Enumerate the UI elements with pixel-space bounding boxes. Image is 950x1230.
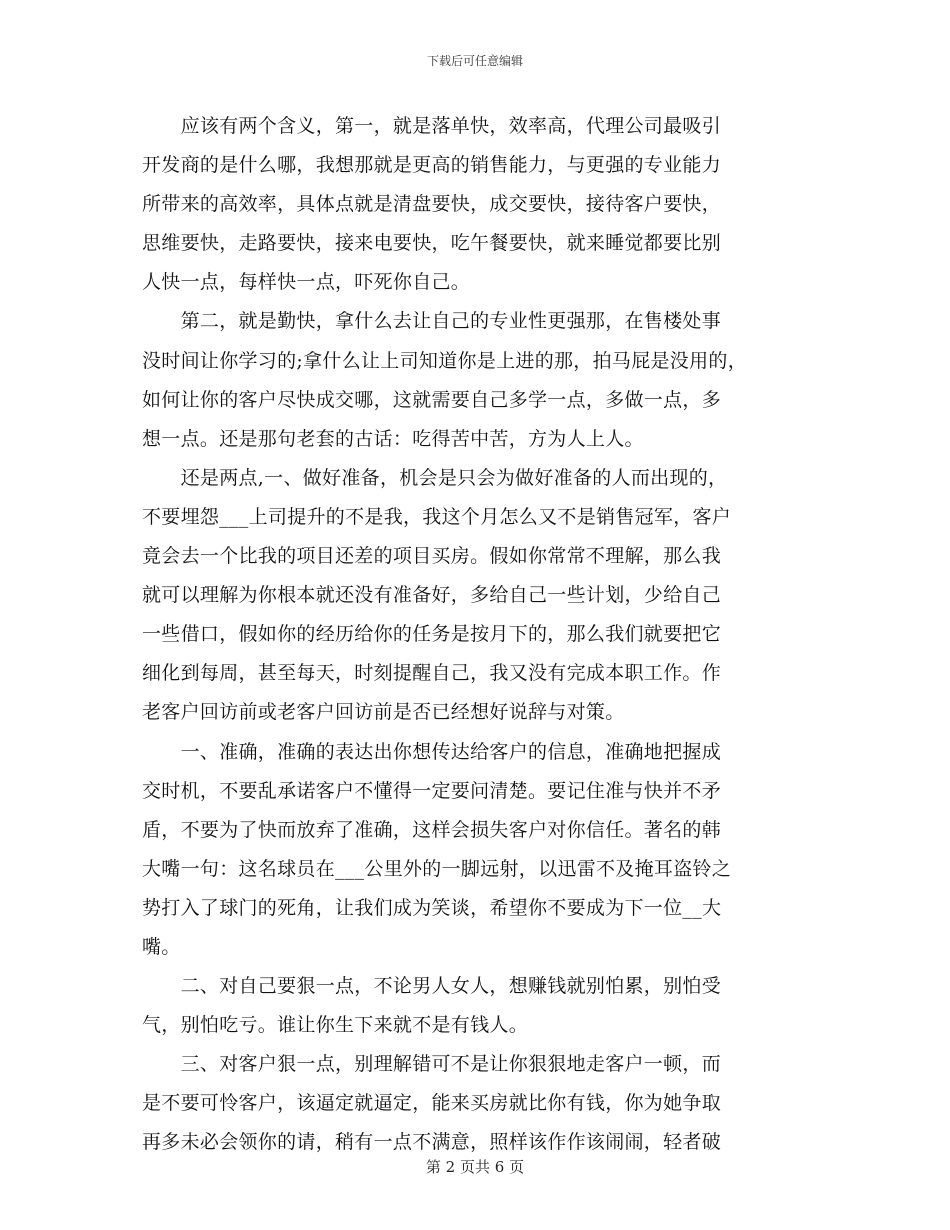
text-line: 就可以理解为你根本就还没有准备好，多给自己一些计划，少给自己 [142,584,722,607]
text-line: 嘴。 [142,935,181,958]
text-line: 开发商的是什么哪，我想那就是更高的销售能力，与更强的专业能力 [142,154,722,177]
text-line: 想一点。还是那句老套的古话：吃得苦中苦，方为人上人。 [142,427,644,450]
text-line: 盾，不要为了快而放弃了准确，这样会损失客户对你信任。著名的韩 [142,818,722,841]
text-line: 竟会去一个比我的项目还差的项目买房。假如你常常不理解，那么我 [142,545,722,568]
text-line: 如何让你的客户尽快成交哪，这就需要自己多学一点，多做一点，多 [142,388,722,411]
text-line: 老客户回访前或老客户回访前是否已经想好说辞与对策。 [142,701,625,724]
text-line: 大嘴一句：这名球员在___公里外的一脚远射，以迅雷不及掩耳盗铃之 [142,857,732,880]
text-line: 是不要可怜客户，该逼定就逼定，能来买房就比你有钱，你为她争取 [142,1092,722,1115]
text-line: 思维要快，走路要快，接来电要快，吃午餐要快，就来睡觉都要比别 [142,232,722,255]
text-line: 还是两点,一、做好准备，机会是只会为做好准备的人而出现的， [142,466,728,489]
text-line: 二、对自己要狠一点，不论男人女人，想赚钱就别怕累，别怕受 [142,975,722,998]
text-line: 交时机，不要乱承诺客户不懂得一定要问清楚。要记住准与快并不矛 [142,779,722,802]
text-line: 没时间让你学习的;拿什么让上司知道你是上进的那，拍马屁是没用的， [142,349,748,372]
text-line: 细化到每周，甚至每天，时刻提醒自己，我又没有完成本职工作。作 [142,662,722,685]
text-line: 不要埋怨___上司提升的不是我，我这个月怎么又不是销售冠军，客户 [142,505,732,528]
text-line: 一些借口，假如你的经历给你的任务是按月下的，那么我们就要把它 [142,623,722,646]
text-line: 气，别怕吃亏。谁让你生下来就不是有钱人。 [142,1014,529,1037]
page-footer: 第 2 页共 6 页 [425,1158,525,1176]
text-line: 势打入了球门的死角，让我们成为笑谈，希望你不要成为下一位__大 [142,896,722,919]
text-line: 一、准确，准确的表达出你想传达给客户的信息，准确地把握成 [142,740,722,763]
text-line: 再多未必会领你的请，稍有一点不满意，照样该作作该闹闹，轻者破 [142,1131,722,1154]
document-body [142,107,810,1163]
text-line: 应该有两个含义，第一，就是落单快，效率高，代理公司最吸引 [142,115,722,137]
text-line: 人快一点，每样快一点，吓死你自己。 [142,271,471,294]
text-line: 所带来的高效率，具体点就是清盘要快，成交要快，接待客户要快， [142,193,722,216]
text-line: 三、对客户狠一点，别理解错可不是让你狠狠地走客户一顿，而 [142,1053,722,1076]
text-line: 第二，就是勤快，拿什么去让自己的专业性更强那，在售楼处事 [142,310,722,333]
page-header: 下载后可任意编辑 [426,54,523,68]
